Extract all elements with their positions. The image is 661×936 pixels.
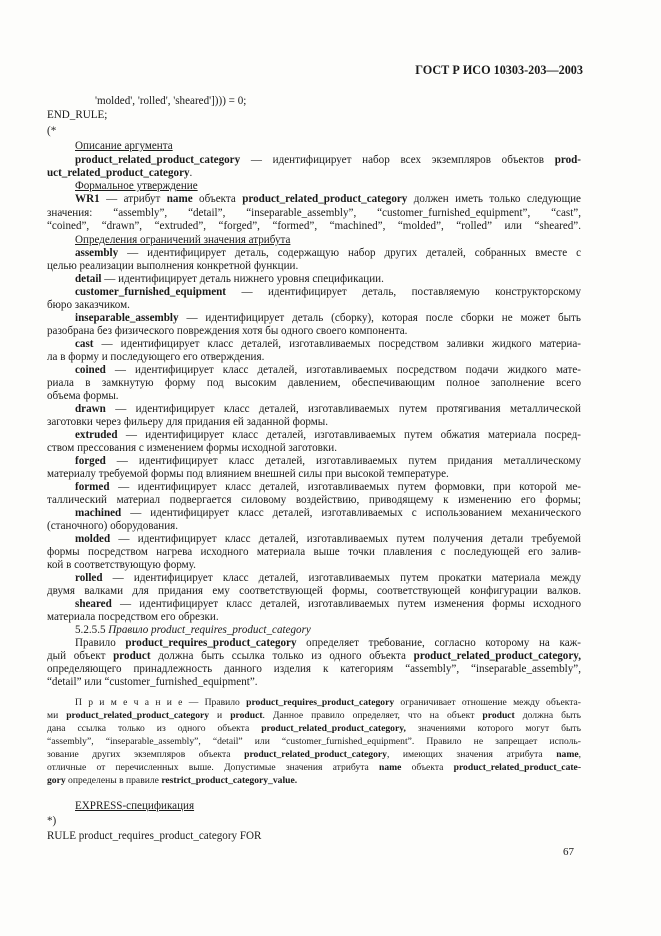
text-line bbox=[47, 167, 192, 180]
text-line bbox=[75, 455, 581, 468]
note-line bbox=[47, 749, 581, 761]
bold-term: product_related_product_category, bbox=[261, 723, 406, 734]
text-run: — идентифицирует класс деталей, изготавливаемых путем придания металлическому bbox=[105, 455, 581, 467]
text-run: *) bbox=[47, 815, 57, 827]
text-line bbox=[95, 95, 246, 108]
text-line bbox=[75, 312, 581, 325]
text-run: RULE product_requires_product_category FOR bbox=[47, 830, 262, 842]
text-run: таллический материал подвергается силовому воздействию, приводящему к изменению его формы; bbox=[47, 494, 581, 506]
text-run: — идентифицирует класс деталей, изготавливаемых путем изменения формы исходного bbox=[111, 598, 581, 610]
text-run: и bbox=[209, 710, 231, 721]
section-heading: Определения ограничений значения атрибута bbox=[75, 234, 291, 246]
section-heading: EXPRESS-спецификация bbox=[75, 800, 195, 812]
text-run: (* bbox=[47, 125, 57, 137]
bold-term: coined bbox=[75, 364, 106, 376]
bold-term: machined bbox=[75, 507, 122, 519]
text-run: бюро заказчиком. bbox=[47, 299, 130, 311]
text-line bbox=[75, 180, 198, 193]
note-line bbox=[47, 736, 581, 748]
text-run: — идентифицирует класс деталей, изготавливаемых с использованием механического bbox=[121, 507, 581, 519]
text-run: “coined”, “drawn”, “extruded”, “forged”, “formed”, “machined”, “molded”, “rolled” или “sheared”. bbox=[47, 220, 581, 232]
bold-term: molded bbox=[75, 533, 111, 545]
text-run: значения: “assembly”, “detail”, “inseparable_assembly”, “customer_furnished_equipment”, “cast”, bbox=[47, 207, 581, 219]
bold-term: WR1 bbox=[75, 193, 100, 205]
bold-term: name bbox=[166, 193, 193, 205]
bold-term: name bbox=[379, 762, 402, 773]
text-run: — идентифицирует деталь, содержащую набор других деталей, собранных вместе с bbox=[118, 247, 581, 259]
text-run: — идентифицирует класс деталей, изготавливаемых путем обжатия материала посред- bbox=[117, 429, 581, 441]
text-run: , bbox=[578, 749, 581, 760]
text-line bbox=[75, 364, 581, 377]
bold-term: product_related_product_category bbox=[66, 710, 210, 721]
text-run: формы посредством нагрева исходного материала выше точки плавления с последующей его залив- bbox=[47, 546, 581, 558]
text-line bbox=[75, 637, 581, 650]
text-run: ограничивает отношение между объекта- bbox=[394, 697, 581, 708]
text-run: “assembly”, “inseparable_assembly”, “detail” или “customer_furnished_equipment”. Правило не запрещает исполь- bbox=[47, 736, 581, 747]
text-run: END_RULE; bbox=[47, 109, 108, 121]
bold-term: product_related_product_category, bbox=[413, 650, 581, 662]
text-line bbox=[47, 663, 581, 676]
text-line bbox=[75, 273, 384, 286]
bold-term: gory bbox=[47, 775, 66, 786]
text-line bbox=[47, 611, 219, 624]
text-line bbox=[47, 468, 449, 481]
text-run: целью реализации выполнения конкретной функции. bbox=[47, 260, 299, 272]
text-run: ством прессования с изменением формы исходной заготовки. bbox=[47, 442, 337, 454]
bold-term: product_related_product_category bbox=[244, 749, 387, 760]
text-run: 'molded', 'rolled', 'sheared']))) = 0; bbox=[95, 95, 247, 107]
text-line bbox=[47, 207, 581, 220]
text-run: — идентифицирует деталь, поставляемую конструкторскому bbox=[226, 286, 581, 298]
text-line bbox=[47, 559, 196, 572]
text-line bbox=[47, 260, 298, 273]
text-run: Правило bbox=[75, 637, 126, 649]
text-run: материалу требуемой формы под влиянием внешней силы при высокой температуре. bbox=[47, 468, 449, 480]
text-run: риала в замкнутую форму под высоким давлением, обеспечивающим полное заполнение всего bbox=[47, 377, 581, 389]
text-run: должен иметь только следующие bbox=[407, 193, 581, 205]
text-run: — идентифицирует деталь нижнего уровня спецификации. bbox=[101, 273, 384, 285]
text-run: — идентифицирует класс деталей, изготавливаемых путем формовки, при которой ме- bbox=[109, 481, 581, 493]
text-line bbox=[75, 429, 581, 442]
bold-term: assembly bbox=[75, 247, 119, 259]
bold-term: product bbox=[482, 710, 515, 721]
text-run: — идентифицирует класс деталей, изготавливаемых путем протягивания металлической bbox=[105, 403, 581, 415]
text-line bbox=[47, 299, 130, 312]
text-line bbox=[47, 676, 258, 689]
bold-term: product_requires_product_category bbox=[125, 637, 297, 649]
text-run: кой в соответствующую форму. bbox=[47, 559, 196, 571]
text-line bbox=[75, 624, 311, 637]
text-run: объема формы. bbox=[47, 390, 119, 402]
text-run: зование других экземпляров объекта bbox=[47, 749, 245, 760]
bold-term: extruded bbox=[75, 429, 118, 441]
text-run: заготовки через фильеру для придания ей заданной формы. bbox=[47, 416, 328, 428]
bold-term: prod- bbox=[554, 154, 581, 166]
text-line bbox=[47, 585, 581, 598]
text-run: значениями которого могут быть bbox=[405, 723, 581, 734]
text-run: — идентифицирует класс деталей, изготавливаемых путем прокатки материала между bbox=[102, 572, 581, 584]
text-run: — идентифицирует набор всех экземпляров объектов bbox=[240, 154, 555, 166]
bold-term: restrict_product_category_value. bbox=[161, 775, 298, 786]
text-line bbox=[75, 533, 581, 546]
text-run: отличные от перечисленных выше. Допустимые значения атрибута bbox=[47, 762, 380, 773]
text-run: — идентифицирует класс деталей, изготавливаемых посредством заливки жидкого материа- bbox=[93, 338, 581, 350]
note-line bbox=[47, 775, 297, 787]
text-run: ми bbox=[47, 710, 67, 721]
text-line bbox=[47, 494, 581, 507]
text-line bbox=[47, 377, 581, 390]
section-heading: Формальное утверждение bbox=[75, 180, 198, 192]
text-run: разобрана без физического повреждения хотя бы одного своего компонента. bbox=[47, 325, 408, 337]
text-run: “detail” или “customer_furnished_equipment”. bbox=[47, 676, 258, 688]
text-run: дый объект bbox=[47, 650, 114, 662]
bold-term: uct_related_product_category bbox=[47, 167, 190, 179]
text-line bbox=[75, 234, 290, 247]
bold-term: drawn bbox=[75, 403, 106, 415]
text-line bbox=[75, 140, 173, 153]
text-line bbox=[47, 520, 178, 533]
bold-term: product bbox=[230, 710, 263, 721]
bold-term: detail bbox=[75, 273, 102, 285]
text-run: 5.2.5.5 bbox=[75, 624, 109, 636]
bold-term: rolled bbox=[75, 572, 103, 584]
text-line bbox=[75, 800, 194, 813]
text-line bbox=[47, 546, 581, 559]
text-run: определены в правиле bbox=[65, 775, 162, 786]
text-line bbox=[75, 338, 581, 351]
text-run: (станочного) оборудования. bbox=[47, 520, 179, 532]
text-run: материала посредством его обрезки. bbox=[47, 611, 219, 623]
text-run: двумя валками для придания ему соответствующей формы, соответствующей конфигурации валков. bbox=[47, 585, 581, 597]
bold-term: product_related_product_category bbox=[75, 154, 241, 166]
text-run: определяет требование, согласно которому на каж- bbox=[296, 637, 582, 649]
text-line bbox=[47, 416, 328, 429]
bold-term: formed bbox=[75, 481, 110, 493]
text-run: должна быть bbox=[514, 710, 582, 721]
note-line bbox=[75, 697, 581, 709]
text-line bbox=[75, 403, 581, 416]
text-run: — атрибут bbox=[99, 193, 167, 205]
text-line bbox=[47, 351, 264, 364]
page-number: 67 bbox=[563, 846, 574, 858]
text-line bbox=[75, 481, 581, 494]
bold-term: product_requires_product_category bbox=[246, 697, 395, 708]
text-run: , имеющих значения атрибута bbox=[386, 749, 557, 760]
text-run: определяющего принадлежность данного изделия к категориям “assembly”, “inseparable_assembly”, bbox=[47, 663, 581, 675]
text-line bbox=[75, 247, 581, 260]
text-line bbox=[47, 650, 581, 663]
clause-title: Правило product_requires_product_category bbox=[108, 624, 311, 636]
text-line bbox=[75, 507, 581, 520]
text-run: — идентифицирует класс деталей, изготавливаемых посредством подачи жидкого мате- bbox=[105, 364, 581, 376]
text-line bbox=[47, 815, 56, 828]
text-line bbox=[75, 598, 581, 611]
text-run: — идентифицирует класс деталей, изготавливаемых путем получения детали требуемой bbox=[110, 533, 581, 545]
note-line bbox=[47, 762, 581, 774]
text-run: . Данное правило определяет, что на объект bbox=[262, 710, 483, 721]
text-line bbox=[75, 193, 581, 206]
section-heading: Описание аргумента bbox=[75, 140, 173, 152]
bold-term: product bbox=[113, 650, 151, 662]
text-line bbox=[75, 286, 581, 299]
text-run: объекта bbox=[192, 193, 243, 205]
bold-term: inseparable_assembly bbox=[75, 312, 179, 324]
standard-header: ГОСТ Р ИСО 10303-203—2003 bbox=[415, 63, 583, 77]
text-run: должна быть ссылка только из одного объекта bbox=[150, 650, 414, 662]
text-line bbox=[47, 830, 261, 843]
text-line bbox=[47, 220, 581, 233]
text-run: дана ссылка только из одного объекта bbox=[47, 723, 262, 734]
bold-term: forged bbox=[75, 455, 106, 467]
bold-term: customer_furnished_equipment bbox=[75, 286, 227, 298]
text-line bbox=[47, 390, 119, 403]
text-run: . bbox=[189, 167, 193, 179]
note-line bbox=[47, 723, 581, 735]
text-run: — идентифицирует деталь (сборку), которая после сборки не может быть bbox=[178, 312, 581, 324]
text-run: П р и м е ч а н и е — Правило bbox=[75, 697, 247, 708]
text-line bbox=[47, 109, 107, 122]
text-line bbox=[47, 442, 337, 455]
note-line bbox=[47, 710, 581, 722]
bold-term: sheared bbox=[75, 598, 112, 610]
bold-term: product_related_product_category bbox=[242, 193, 408, 205]
text-line bbox=[47, 125, 56, 138]
bold-term: name bbox=[556, 749, 579, 760]
text-line bbox=[75, 572, 581, 585]
bold-term: cast bbox=[75, 338, 94, 350]
text-line bbox=[75, 154, 581, 167]
text-run: объекта bbox=[401, 762, 454, 773]
text-run: ла в форму и последующего его отверждения. bbox=[47, 351, 265, 363]
text-line bbox=[47, 325, 407, 338]
bold-term: product_related_product_cate- bbox=[453, 762, 582, 773]
